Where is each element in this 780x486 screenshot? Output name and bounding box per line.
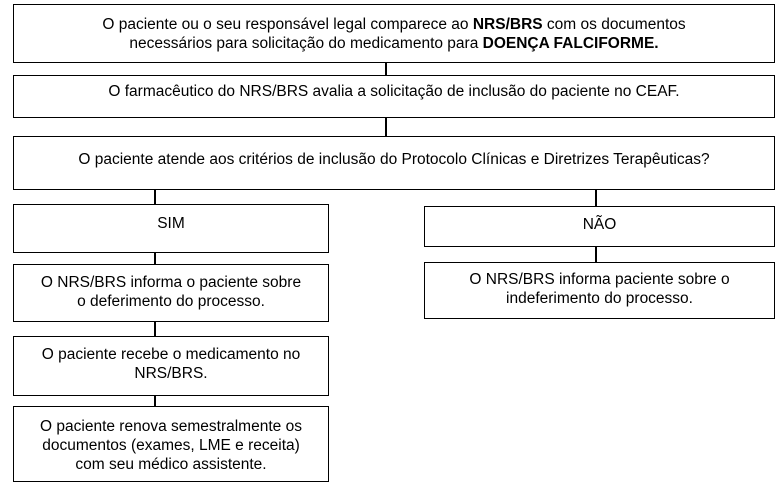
connector-no-step1 [595, 247, 597, 262]
flow-yes-step-receive-line1: O paciente recebe o medicamento no [41, 346, 301, 363]
connector-step1-step2 [385, 63, 387, 75]
connector-question-no [595, 190, 597, 206]
connector-yes-step2-step3 [154, 396, 156, 406]
flow-no-step-rejection-line2: indeferimento do processo. [506, 290, 693, 307]
flow-yes-step-renewal-line3: com seu médico assistente. [75, 456, 267, 473]
connector-question-yes [154, 190, 156, 204]
flow-no-step-rejection [424, 262, 775, 319]
flow-step-evaluation-text: O farmacêutico do NRS/BRS avalia a solicitação de inclusão do paciente no CEAF. [108, 83, 680, 100]
flow-branch-yes-label [13, 204, 329, 253]
flow-decision-question-text: O paciente atende aos critérios de inclusão do Protocolo Clínicas e Diretrizes Terapêuticas? [78, 151, 710, 168]
flow-step-arrival-line1: O paciente ou o seu responsável legal comparece ao NRS/BRS com os documentos [102, 16, 686, 33]
flow-yes-step-renewal [13, 406, 329, 482]
flow-yes-step-renewal-line2: documentos (exames, LME e receita) [42, 437, 300, 454]
connector-yes-step1 [154, 253, 156, 264]
flow-yes-step-deferral-line1: O NRS/BRS informa o paciente sobre [40, 274, 302, 291]
flow-step-evaluation [13, 75, 775, 118]
flow-step-arrival [13, 4, 775, 63]
connector-yes-step1-step2 [154, 322, 156, 336]
flow-step-arrival-line2: necessários para solicitação do medicamento para DOENÇA FALCIFORME. [129, 35, 659, 52]
flow-yes-step-deferral-line2: o deferimento do processo. [77, 293, 265, 310]
flow-yes-step-receive [13, 336, 329, 396]
flow-branch-no-text: NÃO [582, 216, 617, 233]
flow-yes-step-renewal-line1: O paciente renova semestralmente os [40, 418, 302, 435]
connector-step2-question [385, 118, 387, 136]
flow-yes-step-deferral [13, 264, 329, 322]
flow-branch-no-label [424, 206, 775, 247]
flow-branch-yes-text: SIM [157, 215, 185, 232]
flow-no-step-rejection-line1: O NRS/BRS informa paciente sobre o [469, 271, 730, 288]
flow-decision-question [13, 136, 775, 190]
flow-yes-step-receive-line2: NRS/BRS. [134, 365, 208, 382]
